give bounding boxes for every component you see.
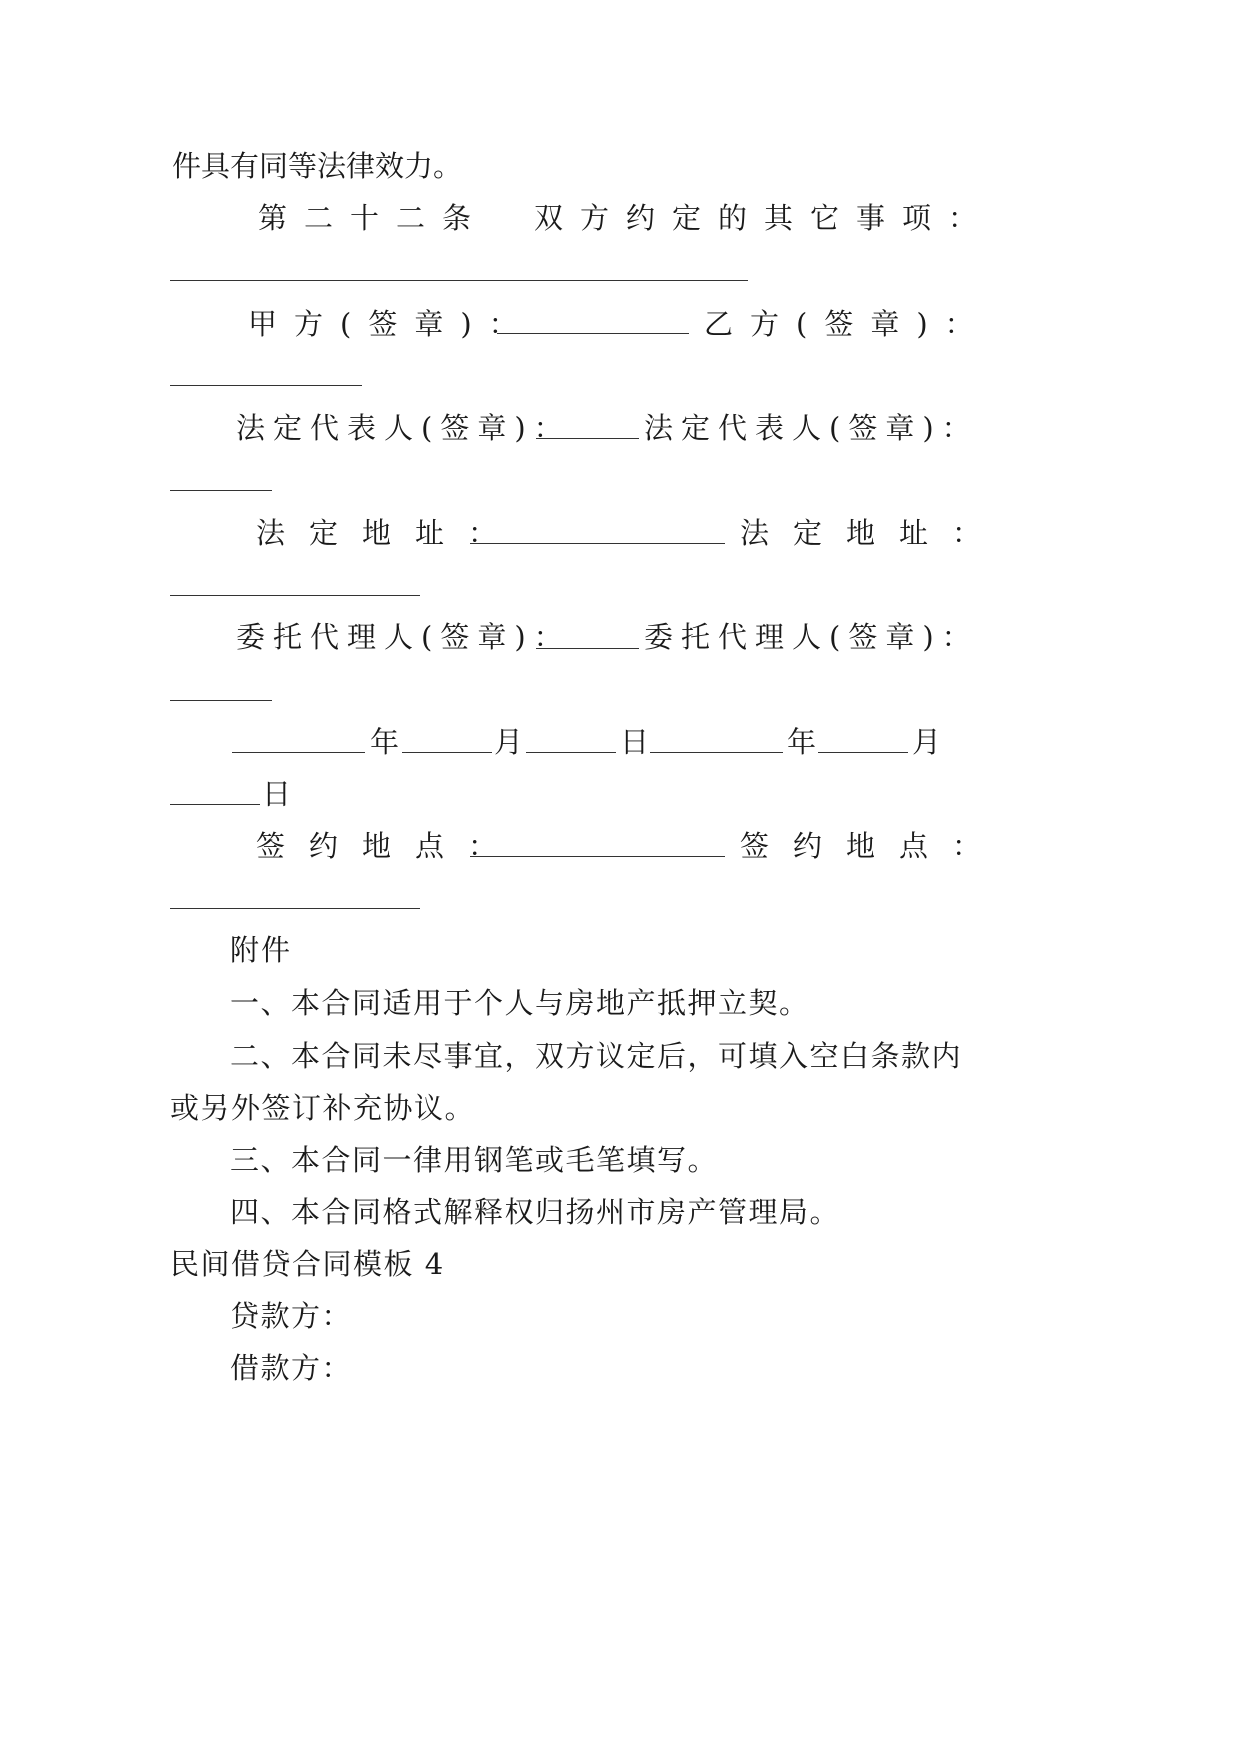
blank-line [536, 648, 639, 649]
article-22-heading: 第二十二条 双方约定的其它事项： [258, 201, 995, 235]
blank-line [170, 908, 420, 909]
borrower-label: 借款方： [230, 1351, 353, 1385]
attachment-item-1: 一、本合同适用于个人与房地产抵押立契。 [230, 986, 810, 1020]
party-b-agent-label: 委托代理人(签章)： [644, 620, 979, 654]
party-b-legal-rep-label: 法定代表人(签章)： [644, 411, 979, 445]
date-day-label: 日 [620, 725, 650, 759]
party-b-address-label: 法定地址： [740, 516, 1006, 550]
party-a-signing-place-label: 签约地点： [256, 829, 522, 863]
blank-line [650, 752, 783, 753]
party-a-agent-label: 委托代理人(签章)： [236, 620, 571, 654]
attachment-heading: 附件 [230, 933, 293, 967]
date-month-label: 月 [494, 725, 524, 759]
attachment-item-4: 四、本合同格式解释权归扬州市房产管理局。 [230, 1195, 841, 1229]
blank-line [818, 752, 908, 753]
blank-line [170, 385, 362, 386]
blank-line [170, 595, 420, 596]
blank-line [402, 752, 492, 753]
date-month-label: 月 [912, 725, 942, 759]
blank-line [470, 543, 725, 544]
section-title: 民间借贷合同模板 4 [170, 1247, 445, 1281]
date-year-label: 年 [370, 725, 400, 759]
blank-line [497, 333, 689, 334]
blank-line [470, 856, 725, 857]
lender-label: 贷款方： [230, 1299, 353, 1333]
party-b-signing-place-label: 签约地点： [740, 829, 1006, 863]
blank-line [526, 752, 616, 753]
paragraph-continuation: 件具有同等法律效力。 [172, 149, 463, 183]
party-a-signature-label: 甲方(签章)： [248, 307, 535, 341]
date-year-label: 年 [787, 725, 817, 759]
attachment-item-2: 二、本合同未尽事宜，双方议定后，可填入空白条款内 [230, 1039, 963, 1073]
blank-line [232, 752, 365, 753]
party-a-address-label: 法定地址： [256, 516, 522, 550]
attachment-item-2-continuation: 或另外签订补充协议。 [170, 1091, 476, 1125]
blank-line [170, 804, 260, 805]
date-day-label: 日 [262, 777, 292, 811]
blank-line [170, 700, 272, 701]
party-a-legal-rep-label: 法定代表人(签章)： [236, 411, 571, 445]
attachment-item-3: 三、本合同一律用钢笔或毛笔填写。 [230, 1143, 719, 1177]
blank-line [170, 490, 272, 491]
blank-line [536, 438, 639, 439]
blank-line [170, 280, 748, 281]
party-b-signature-label: 乙方(签章)： [704, 307, 991, 341]
